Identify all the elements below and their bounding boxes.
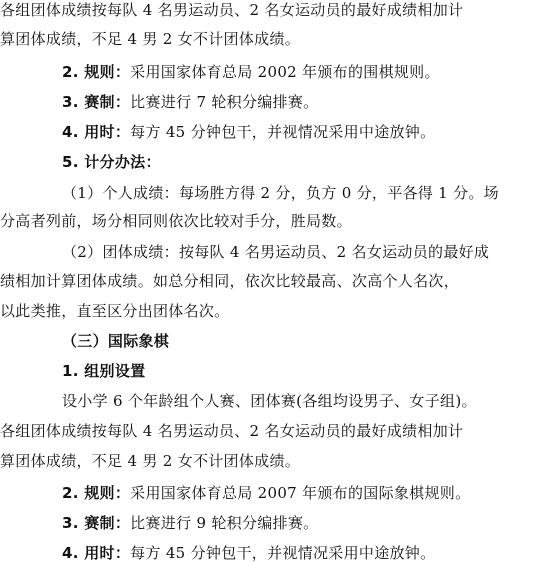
line-text: 各组团体成绩按每队 4 名男运动员、2 名女运动员的最好成绩相加计 <box>0 1 464 19</box>
group-setting-heading <box>62 361 145 381</box>
line-text: （1）个人成绩：每场胜方得 2 分，负方 0 分，平各得 1 分。场 <box>62 184 499 202</box>
time-item <box>62 122 435 142</box>
paragraph-line <box>0 29 300 49</box>
line-text: 以此类推，直至区分出团体名次。 <box>0 302 230 320</box>
item-label: 3. 赛制： <box>62 93 131 111</box>
paragraph-line <box>62 242 489 262</box>
scoring-heading <box>62 152 161 172</box>
item-label: 4. 用时： <box>62 123 131 141</box>
paragraph-line <box>62 183 499 203</box>
item-label: 2. 规则： <box>62 63 131 81</box>
paragraph-line <box>0 451 300 471</box>
section-heading: 5. 计分办法： <box>62 153 161 171</box>
line-text: 算团体成绩，不足 4 男 2 女不计团体成绩。 <box>0 452 301 470</box>
line-text: （2）团体成绩：按每队 4 名男运动员、2 名女运动员的最好成 <box>62 243 490 261</box>
format-item <box>62 92 318 112</box>
item-text: 比赛进行 7 轮积分编排赛。 <box>130 93 319 111</box>
paragraph-line <box>0 271 459 291</box>
line-text: 算团体成绩，不足 4 男 2 女不计团体成绩。 <box>0 30 301 48</box>
section-heading: （三）国际象棋 <box>62 332 170 350</box>
paragraph-line <box>0 0 463 20</box>
format-item <box>62 513 318 533</box>
line-text: 各组团体成绩按每队 4 名男运动员、2 名女运动员的最好成绩相加计 <box>0 422 464 440</box>
line-text: 分高者列前，场分相同则依次比较对手分，胜局数。 <box>0 212 352 230</box>
item-text: 每方 45 分钟包干，并视情况采用中途放钟。 <box>130 123 436 141</box>
time-item <box>62 543 435 563</box>
rule-item <box>62 62 440 82</box>
line-text: 绩相加计算团体成绩。如总分相同，依次比较最高、次高个人名次， <box>0 272 460 290</box>
paragraph-line <box>0 421 463 441</box>
paragraph-line <box>0 211 352 231</box>
chess-section-heading <box>62 331 169 351</box>
item-text: 比赛进行 9 轮积分编排赛。 <box>130 514 319 532</box>
subsection-heading: 1. 组别设置 <box>62 362 146 380</box>
line-text: 设小学 6 个年龄组个人赛、团体赛(各组均设男子、女子组)。 <box>62 392 477 410</box>
item-label: 4. 用时： <box>62 544 131 562</box>
item-text: 采用国家体育总局 2002 年颁布的围棋规则。 <box>130 63 440 81</box>
item-text: 采用国家体育总局 2007 年颁布的国际象棋规则。 <box>130 484 471 502</box>
item-label: 2. 规则： <box>62 484 131 502</box>
paragraph-line <box>0 301 230 321</box>
paragraph-line <box>62 391 477 411</box>
item-text: 每方 45 分钟包干，并视情况采用中途放钟。 <box>130 544 436 562</box>
item-label: 3. 赛制： <box>62 514 131 532</box>
rule-item <box>62 483 470 503</box>
